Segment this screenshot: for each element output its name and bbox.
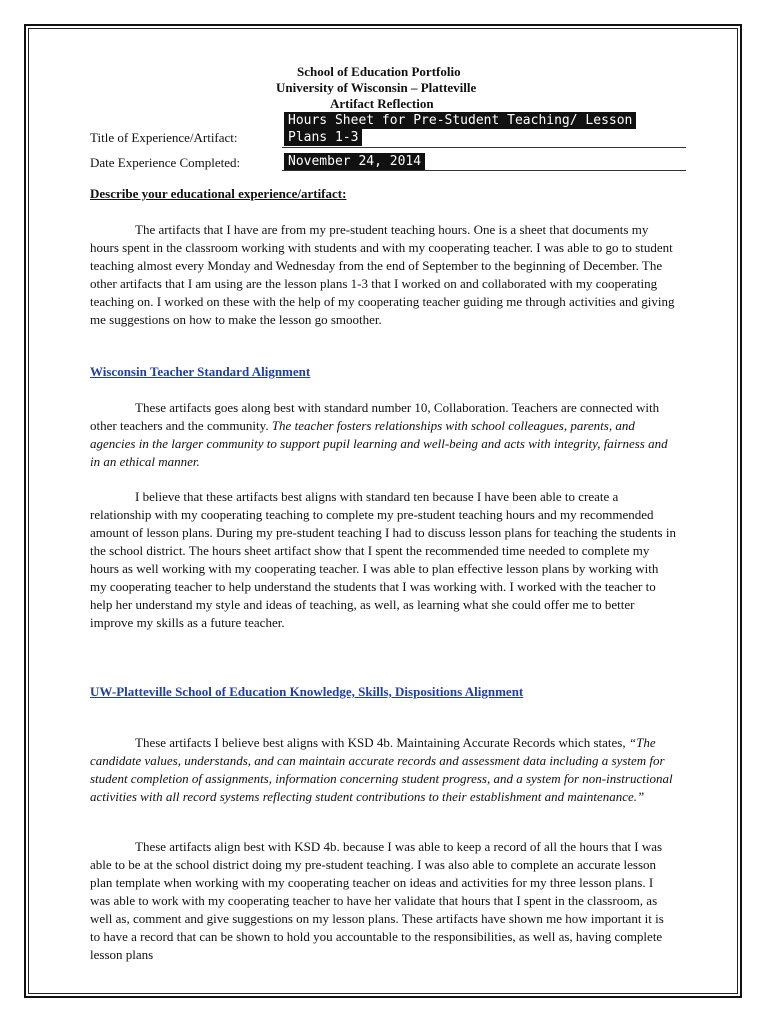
header-artifact-reflection: Artifact Reflection (330, 96, 434, 111)
title-field-label: Title of Experience/Artifact: (90, 130, 238, 145)
title-field-value-line2: Plans 1-3 (284, 129, 362, 146)
header-university: University of Wisconsin – Platteville (276, 80, 477, 95)
uwp-paragraph-2: These artifacts align best with KSD 4b. because I was able to keep a record of all the hours that I was able to be at the school district doing my pre-student teaching. I was also able to complete an accurate lesson plan template when working with my cooperating teacher on ideas and activities for my three lesson plans. I was able to work with my cooperating teacher to have her validate that hours that I spent in the classroom, as well as, comment and give suggestions on my lesson plans. These artifacts have shown me how important it is to have a record that can be shown to hold you accountable to the responsibilities, as well as, having complete lesson plans (90, 839, 664, 962)
uwp-p1-plain: These artifacts I believe best aligns with KSD 4b. Maintaining Accurate Records which states, (135, 735, 629, 750)
wisconsin-paragraph-1 (90, 399, 676, 471)
title-field-value-line1: Hours Sheet for Pre-Student Teaching/ Lesson (284, 112, 636, 129)
describe-paragraph: The artifacts that I have are from my pre-student teaching hours. One is a sheet that documents my hours spent in the classroom working with students and with my cooperating teacher. I was able to go to student teaching almost every Monday and Wednesday from the end of September to the beginning of December. The other artifacts that I am using are the lesson plans 1-3 that I worked on and collaborated with my cooperating teaching on. I worked on these with the help of my cooperating teacher guiding me through activities and giving me suggestions on how to make the lesson go smoother. (90, 222, 675, 327)
uwp-paragraph-1 (90, 734, 676, 806)
wisconsin-paragraph-2: I believe that these artifacts best aligns with standard ten because I have been able to create a relationship with my cooperating teaching to complete my pre-student teaching hours and my recommended amount of lesson plans. During my pre-student teaching I had to discuss lesson plans for teaching the students in the school district. The hours sheet artifact show that I spent the recommended time needed to complete my hours as well working with my cooperating teacher. I was able to plan effective lesson plans by working with my cooperating teacher to help understand the students that I was working with. I worked with the teacher to help her understand my style and ideas of teaching, as well, as learning what she could offer me to better improve my skills as a future teacher. (90, 489, 676, 630)
uwp-ksd-heading: UW-Platteville School of Education Knowledge, Skills, Dispositions Alignment (90, 684, 524, 699)
uwp-p1-italic: “The candidate values, understands, and can maintain accurate records and assessment data including a system for student completion of assignments, information concerning student progress, and a system for non-instructional activities with all record systems reflecting student contributions to their establishment and maintenance.” (90, 735, 673, 804)
title-field-underline (282, 147, 686, 148)
wisconsin-p1-plain: These artifacts goes along best with standard number 10, Collaboration. Teachers are connected with other teachers and the community. (90, 400, 660, 433)
wisconsin-p1-italic: The teacher fosters relationships with school colleagues, parents, and agencies in the larger community to support pupil learning and well-being and acts with integrity, fairness and in an ethical manner. (90, 418, 668, 469)
header-school: School of Education Portfolio (297, 64, 461, 79)
date-field-label: Date Experience Completed: (90, 155, 241, 170)
describe-heading: Describe your educational experience/artifact: (90, 186, 347, 201)
wisconsin-standard-heading: Wisconsin Teacher Standard Alignment (90, 364, 311, 379)
date-field-value: November 24, 2014 (284, 153, 425, 170)
date-field-underline (282, 170, 686, 171)
